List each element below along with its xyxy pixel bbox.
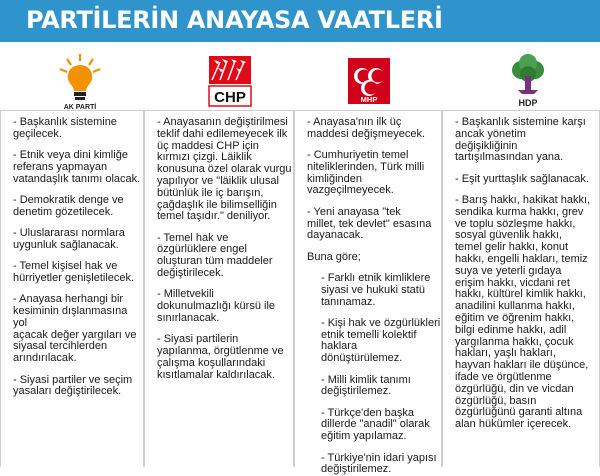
list-item: - Cumhuriyetin temel niteliklerinden, Türk milli kimliğinden vazgeçilmeyecek. — [307, 149, 425, 197]
list-item: - Başkanlık sistemine geçilecek. — [13, 116, 117, 140]
column-hdp — [442, 110, 600, 467]
chp-six-arrows-icon — [190, 52, 270, 110]
party-name: CHP — [214, 89, 246, 106]
list-item: - Farklı etnik kimliklere siyasi ve hukuki statü tanınamaz. — [321, 271, 431, 308]
party-name: MHP — [360, 95, 378, 104]
list-item: - Anayasa'nın ilk üç maddesi değişmeyecek. — [307, 116, 426, 140]
title-banner — [0, 0, 600, 42]
list-item: - Etnik veya dini kimliğe referans yapmayan vatandaşlık tanımı olacak. — [13, 149, 141, 185]
list-item: - Anayasanın değiştirilmesi teklif dahi edilemeyecek ilk üç maddesi CHP için kırmızı çizgi. Läiklik konusuna özel olarak vurgu yapılıyor ve "läiklik ulusal bütünlük ile iç barışın, çağdaşlık ile bilimselliğin temel taşıdır." deniliyor. — [157, 116, 292, 223]
column-ak-parti — [0, 110, 144, 467]
list-item: - Yeni anayasa "tek millet, tek devlet" esasına dayanacak. — [307, 205, 432, 242]
list-item: - Uluslararası normlara uygunluk sağlanacak. — [13, 227, 125, 251]
list-item: - Siyasi partilerin yapılanma, örgütlenme ve çalışma koşullarındaki kısıtlamalar kaldırılacak. — [157, 333, 284, 381]
list-item: - Barış hakkı, hakikat hakkı, sendika kurma hakkı, grev ve toplu sözleşme hakkı, sosyal güvenlik hakkı, temel gelir hakkı, konut hakkı, engelli hakları, temiz suya ve yeterli gıdaya erişim hakkı, vicdani ret hakkı, kültürel kimlik hakkı, anadilini kullanma hakkı, eğitim ve öğrenim hakkı, bilgi edinme hakkı, adil yargılanma hakkı, çocuk hakları, yaşlı hakları, hayvan hakları ile düşünce, ifade ve örgütlenme özgürlüğü, din ve vicdan özgürlüğü, basın özgürlüğünü garanti altına alan hükümler içerecek. — [455, 193, 591, 431]
hdp-tree-icon — [488, 52, 568, 110]
list-item: - Türkçe'den başka dillerde "anadil" olarak eğitim yapılamaz. — [321, 406, 430, 443]
list-item: - Milletvekili dokunulmazlığı kürsü ile sınırlanacak. — [157, 288, 276, 324]
list-item: - Başkanlık sistemine karşı ancak yönetim değişikliğinin tartışılmasından yana. — [455, 116, 586, 164]
column-chp — [144, 110, 294, 467]
list-item: - Milli kimlik tanımı değiştirilemez. — [321, 373, 411, 398]
party-name: HDP — [518, 98, 538, 108]
party-name: AK PARTİ — [63, 104, 97, 110]
list-item: - Demokratik denge ve denetim gözetilecek. — [13, 193, 124, 218]
promises-table — [0, 110, 600, 476]
list-lead: Buna göre; — [307, 250, 361, 263]
mhp-crescents-icon — [328, 52, 408, 110]
list-item: - Anayasa herhangi bir kesiminin dışlanmasına yol açacak değer yargıları ve siyasal tercihlerden arındırılacak. — [13, 293, 137, 365]
list-item: - Siyasi partiler ve seçim yasaları değiştirilecek. — [13, 373, 133, 398]
page-title: PARTİLERİN ANAYASA VAATLERİ — [26, 6, 443, 34]
list-item: - Temel hak ve özgürlüklere engel oluşturan tüm maddeler değiştirilecek. — [157, 231, 273, 280]
list-item: - Temel kişisel hak ve hürriyetler genişletilecek. — [13, 260, 135, 284]
list-item: - Türkiye'nin idari yapısı değiştirilemez. — [321, 451, 437, 476]
column-mhp — [294, 110, 442, 476]
list-item: - Kişi hak ve özgürlükleri etnik temelli kolektif haklara dönüştürülemez. — [321, 316, 441, 365]
party-logos-row — [0, 52, 600, 112]
ak-parti-bulb-icon — [40, 52, 120, 110]
list-item: - Eşit yurttaşlık sağlanacak. — [455, 172, 589, 185]
